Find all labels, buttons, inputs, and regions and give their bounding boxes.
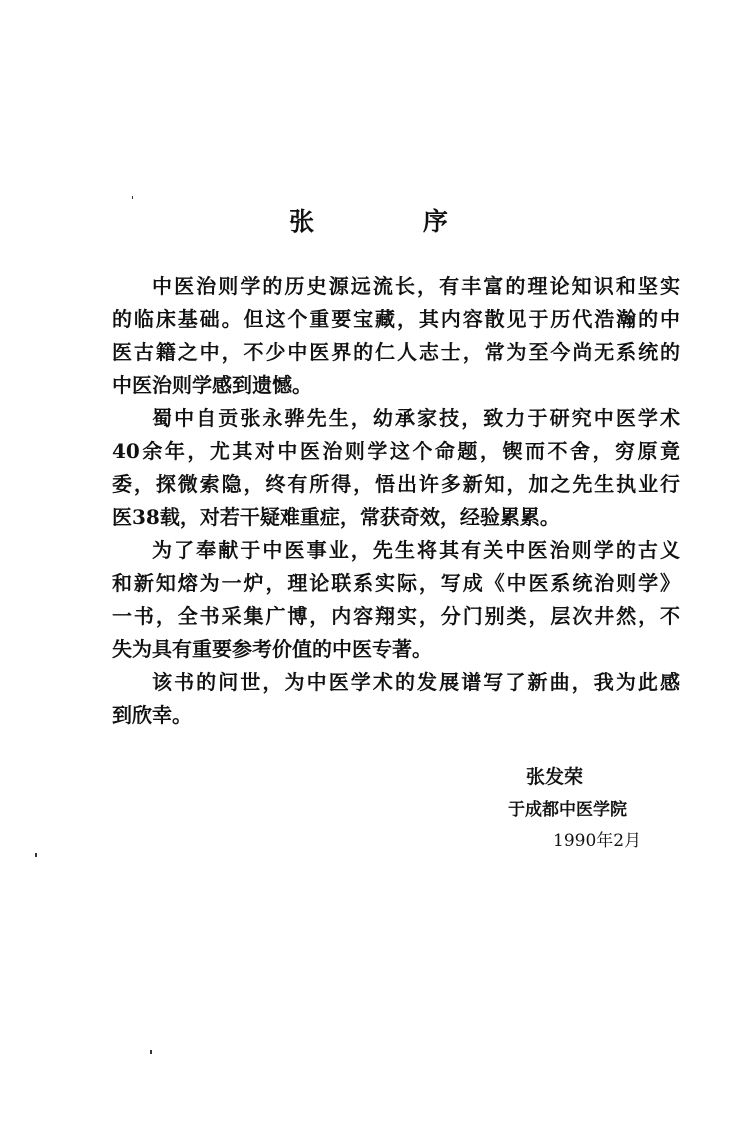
author-institution: 于成都中医学院 — [508, 800, 627, 820]
paragraph-line: 一书，全书采集广博，内容翔实，分门别类，层次井然，不 — [112, 604, 680, 628]
page-title: 张 序 — [289, 207, 498, 236]
scan-speck — [150, 1050, 152, 1054]
paragraph-line: 医古籍之中，不少中医界的仁人志士，常为至今尚无系统的 — [112, 340, 680, 364]
paragraph-line: 医38载，对若干疑难重症，常获奇效，经验累累。 — [112, 505, 560, 529]
scan-speck — [132, 196, 133, 199]
author-name: 张发荣 — [526, 766, 584, 788]
paragraph-line: 为了奉献于中医事业，先生将其有关中医治则学的古义 — [152, 538, 680, 562]
paragraph-line: 的临床基础。但这个重要宝藏，其内容散见于历代浩瀚的中 — [112, 307, 680, 331]
paragraph-line: 中医治则学感到遗憾。 — [112, 373, 312, 397]
paragraph-line: 中医治则学的历史源远流长，有丰富的理论知识和坚实 — [152, 274, 680, 298]
paragraph-line: 40余年，尤其对中医治则学这个命题，锲而不舍，穷原竟 — [112, 439, 680, 463]
paragraph-line: 到欣幸。 — [112, 703, 192, 727]
paragraph-line: 蜀中自贡张永骅先生，幼承家技，致力于研究中医学术 — [152, 406, 680, 430]
paragraph-line: 该书的问世，为中医学术的发展谱写了新曲，我为此感 — [152, 670, 680, 694]
scan-speck — [35, 853, 37, 857]
paragraph-line: 失为具有重要参考价值的中医专著。 — [112, 637, 432, 661]
preface-date: 1990年2月 — [553, 831, 642, 851]
preface-body — [112, 270, 680, 732]
paragraph-line: 委，探微索隐，终有所得，悟出许多新知，加之先生执业行 — [112, 472, 680, 496]
paragraph-line: 和新知熔为一炉，理论联系实际，写成《中医系统治则学》 — [112, 571, 680, 595]
